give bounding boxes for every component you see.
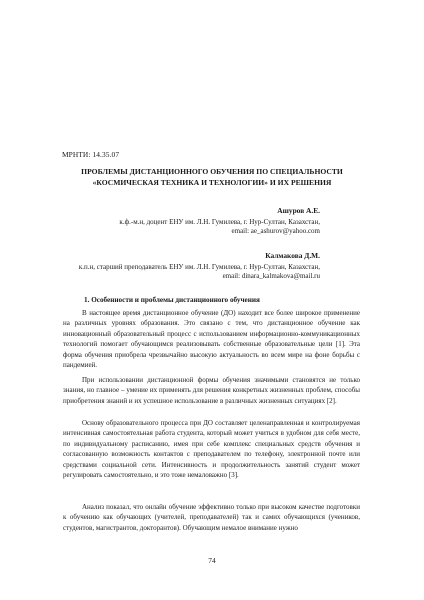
author-email: email: dinara_kalmakova@mail.ru [222,272,320,280]
author-affiliation: к.ф.-м.н, доцент ЕНУ им. Л.Н. Гумилева, г. Нур-Султан, Казахстан, [119,217,320,226]
author-name: Ашуров А.Е. [277,206,320,215]
author-block [79,251,320,282]
author-affiliation: к.п.н, старший преподаватель ЕНУ им. Л.Н. Гумилева, г. Нур-Султан, Казахстан, [78,262,320,271]
body-paragraph: Анализ показал, что онлайн обучение эффективно только при высоком качестве подготовки к обучению как обучающих (учителей, преподавателей) так и самих обучающихся (учеников, студентов, магистрантов, докторантов). Обучающим немалое внимание нужно [63,503,360,532]
page-number: 74 [208,556,216,565]
article-title-line-1: ПРОБЛЕМЫ ДИСТАНЦИОННОГО ОБУЧЕНИЯ ПО СПЕЦИАЛЬНОСТИ [81,167,343,176]
author-email: email: ae_ashurov@yahoo.com [231,227,320,235]
udk-code: МРНТИ: 14.35.07 [62,150,120,159]
article-title-line-2: «КОСМИЧЕСКАЯ ТЕХНИКА И ТЕХНОЛОГИИ» И ИХ РЕШЕНИЯ [92,178,332,187]
author-name: Калмакова Д.М. [265,251,320,260]
section-heading: 1. Особенности и проблемы дистанционного обучения [84,296,260,304]
article-title [40,166,384,188]
body-paragraph: При использовании дистанционной формы обучения значимыми становятся не только знания, но главное – умение их применять для решения конкретных жизненных проблем, способы приобретения знаний и их успешное использование в различных жизненных ситуациях [2]. [63,376,360,405]
author-block [119,206,320,237]
body-paragraph: В настоящее время дистанционное обучение (ДО) находит все более широкое применение на различных уровнях образования. Это связано с тем, что дистанционное обучение как инновационный образовательный процесс с использованием информационно-коммуникационных технологий помогает обучающимся реализовывать собственные образовательные цели [1]. Эта форма обучения приобрела чрезвычайно высокую актуальность во всем мире на фоне борьбы с пандемией. [63,309,360,370]
body-paragraph: Основу образовательного процесса при ДО составляет целенаправленная и контролируемая интенсивная самостоятельная работа студента, который может учиться в удобном для себя месте, по индивидуальному расписанию, имея при себе комплекс специальных средств обучения и согласованную возможность контактов с преподавателем по телефону, электронной почте или средствами социальной сети. Интенсивность и продолжительность занятий студент может регулировать самостоятельно, и это тоже немаловажно [3]. [63,419,360,480]
